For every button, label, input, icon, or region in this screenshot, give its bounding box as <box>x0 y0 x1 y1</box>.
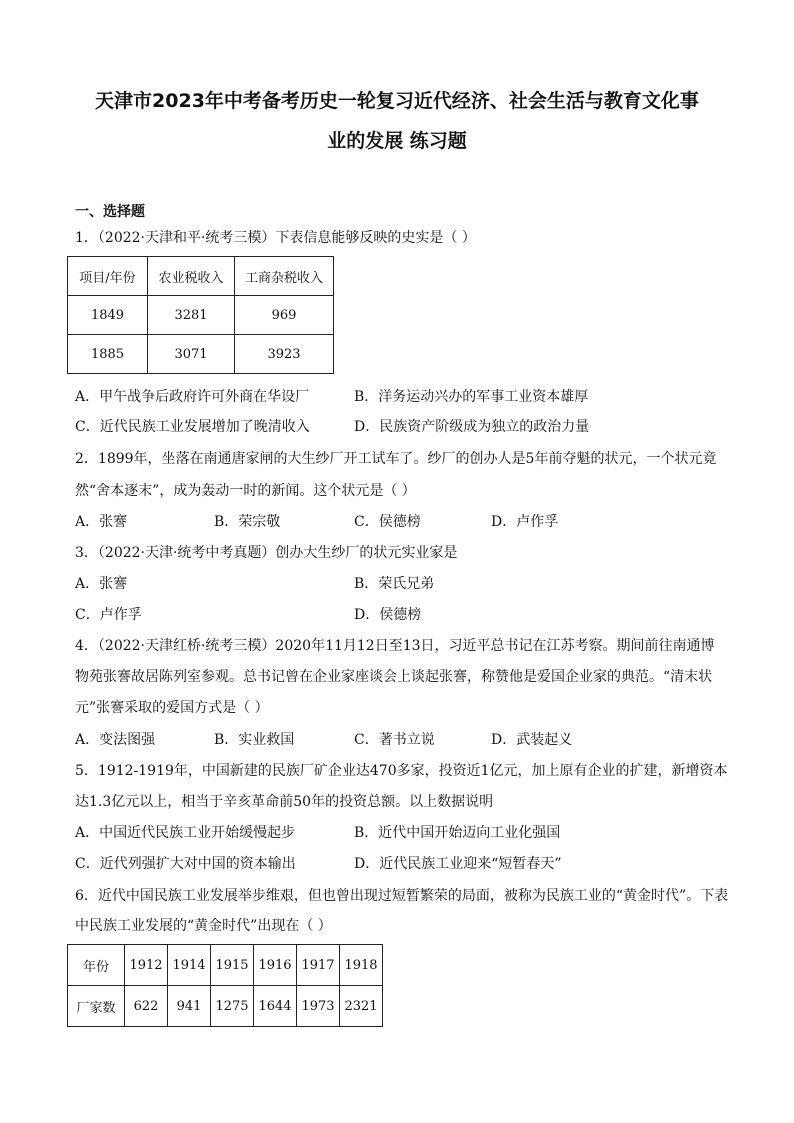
table-header-cell: 项目/年份 <box>68 257 148 296</box>
q5-option-c: C．近代列强扩大对中国的资本输出 <box>75 856 296 872</box>
table-row <box>68 986 383 1027</box>
q3-option-b: B．荣氏兄弟 <box>354 576 435 592</box>
q2-option-b: B．荣宗敬 <box>214 514 281 530</box>
q2-line1: 2．1899年，坐落在南通唐家闸的大生纱厂开工试车了。纱厂的创办人是5年前夺魁的状元，一个状元竟 <box>75 451 717 467</box>
q1-option-a: A．甲午战争后政府许可外商在华设厂 <box>75 389 310 405</box>
table-cell: 1917 <box>297 945 340 986</box>
table-cell: 1275 <box>211 986 254 1027</box>
section-heading: 一、选择题 <box>75 204 145 220</box>
q4-option-b: B．实业救国 <box>214 732 295 748</box>
table-cell: 1644 <box>254 986 297 1027</box>
q2-line2: 然“舍本逐末”，成为轰动一时的新闻。这个状元是（ ） <box>75 483 416 499</box>
table-cell: 941 <box>168 986 211 1027</box>
q4-line3: 元”张謇采取的爱国方式是（ ） <box>75 700 269 716</box>
table-cell: 1849 <box>68 296 148 335</box>
table-cell: 1973 <box>297 986 340 1027</box>
q1-option-c: C．近代民族工业发展增加了晚清收入 <box>75 419 310 435</box>
table-cell: 969 <box>235 296 334 335</box>
document-title-line2: 业的发展 练习题 <box>327 130 467 152</box>
table-row <box>68 257 334 296</box>
table-cell: 2321 <box>340 986 383 1027</box>
q2-option-a: A．张謇 <box>75 514 128 530</box>
q6-table <box>67 944 383 1027</box>
q3-option-c: C．卢作孚 <box>75 607 142 623</box>
table-cell: 1916 <box>254 945 297 986</box>
q5-option-d: D．近代民族工业迎来“短暂春天” <box>354 856 562 872</box>
q3-option-d: D．侯德榜 <box>354 607 422 623</box>
q1-stem: 1．（2022·天津和平·统考三模）下表信息能够反映的史实是（ ） <box>75 230 476 246</box>
q6-line2: 中民族工业发展的“黄金时代”出现在（ ） <box>75 918 332 934</box>
q2-option-d: D．卢作孚 <box>491 514 559 530</box>
table-header-cell: 厂家数 <box>68 986 125 1027</box>
q1-option-d: D．民族资产阶级成为独立的政治力量 <box>354 419 590 435</box>
table-cell: 3923 <box>235 335 334 374</box>
table-cell: 1915 <box>211 945 254 986</box>
table-cell: 1912 <box>125 945 168 986</box>
table-cell: 1914 <box>168 945 211 986</box>
q5-option-b: B．近代中国开始迈向工业化强国 <box>354 825 561 841</box>
q1-option-b: B．洋务运动兴办的军事工业资本雄厚 <box>354 389 589 405</box>
table-header-cell: 年份 <box>68 945 125 986</box>
q4-option-d: D．武装起义 <box>491 732 573 748</box>
q6-line1: 6．近代中国民族工业发展举步维艰，但也曾出现过短暂繁荣的局面，被称为民族工业的“黄金时代”。下表 <box>75 888 729 904</box>
q5-option-a: A．中国近代民族工业开始缓慢起步 <box>75 825 296 841</box>
q4-option-c: C．著书立说 <box>354 732 435 748</box>
q5-line2: 达1.3亿元以上，相当于辛亥革命前50年的投资总额。以上数据说明 <box>75 794 494 810</box>
document-title-line1: 天津市2023年中考备考历史一轮复习近代经济、社会生活与教育文化事 <box>95 90 699 112</box>
table-cell: 3281 <box>148 296 235 335</box>
table-row <box>68 945 383 986</box>
q4-option-a: A．变法图强 <box>75 732 156 748</box>
table-header-cell: 工商杂税收入 <box>235 257 334 296</box>
table-cell: 622 <box>125 986 168 1027</box>
table-header-cell: 农业税收入 <box>148 257 235 296</box>
q3-option-a: A．张謇 <box>75 576 128 592</box>
table-row <box>68 296 334 335</box>
q1-table <box>67 256 334 374</box>
q2-option-c: C．侯德榜 <box>354 514 421 530</box>
q4-line1: 4．（2022·天津红桥·统考三模）2020年11月12日至13日，习近平总书记在江苏考察。期间前往南通博 <box>75 638 715 654</box>
table-cell: 1885 <box>68 335 148 374</box>
table-row <box>68 335 334 374</box>
q5-line1: 5．1912-1919年，中国新建的民族厂矿企业达470多家，投资近1亿元，加上原有企业的扩建，新增资本 <box>75 763 728 779</box>
q4-line2: 物苑张謇故居陈列室参观。总书记曾在企业家座谈会上谈起张謇，称赞他是爱国企业家的典范。“清末状 <box>75 669 713 685</box>
table-cell: 1918 <box>340 945 383 986</box>
table-cell: 3071 <box>148 335 235 374</box>
q3-stem: 3．（2022·天津·统考中考真题）创办大生纱厂的状元实业家是 <box>75 545 458 561</box>
